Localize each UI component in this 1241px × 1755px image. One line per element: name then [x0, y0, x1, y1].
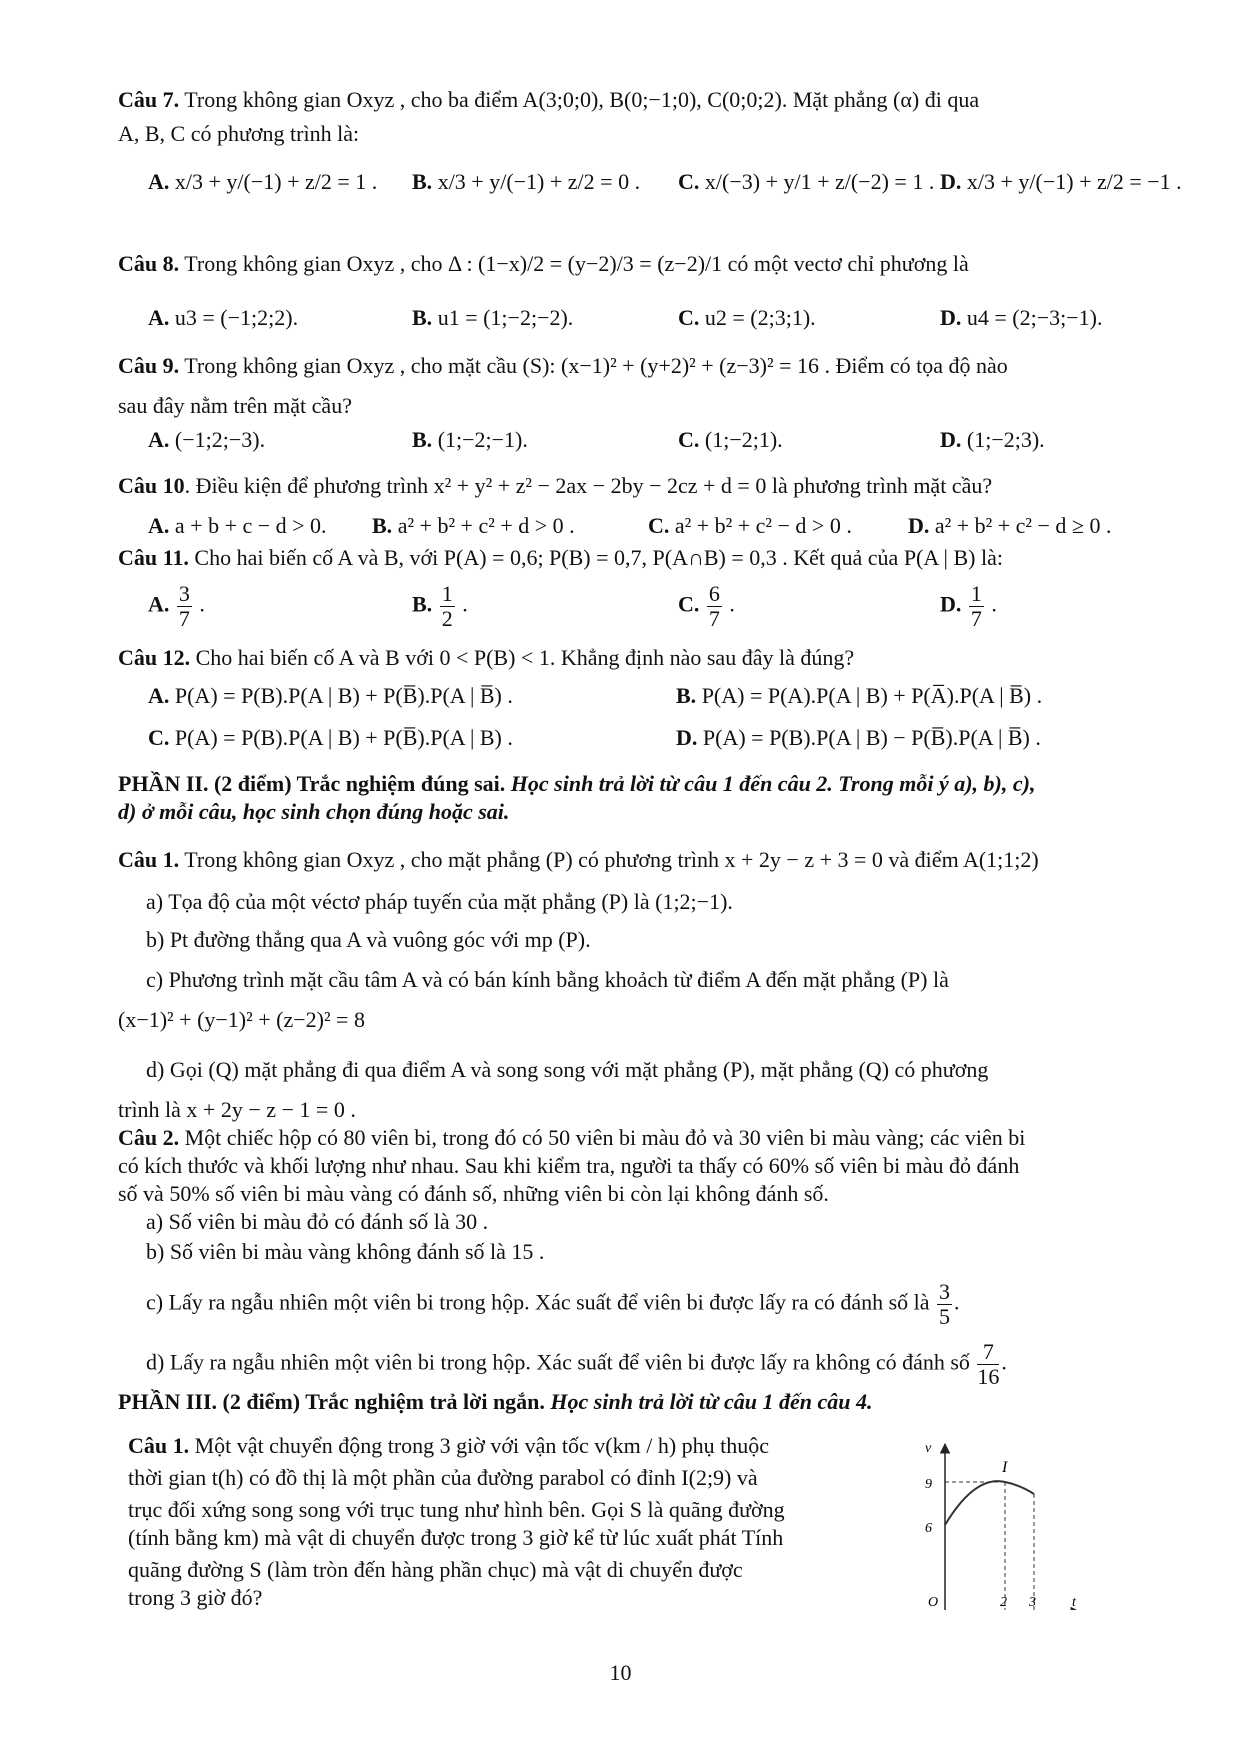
velocity-graph — [900, 1430, 1100, 1610]
page-number: 10 — [609, 1660, 632, 1685]
q8-option-c[interactable]: C. u2 = (2;3;1). — [678, 305, 816, 330]
p2-c1-b[interactable]: b) Pt đường thẳng qua A và vuông góc với mp (P). — [146, 927, 591, 952]
p3-c1-l5: quãng đường S (làm tròn đến hàng phần chục) mà vật di chuyển được — [128, 1557, 743, 1582]
q12-stem: Câu 12. Cho hai biến cố A và B với 0 < P(B) < 1. Khẳng định nào sau đây là đúng? — [118, 645, 855, 670]
p2-c2-stem: Câu 2. Một chiếc hộp có 80 viên bi, trong đó có 50 viên bi màu đỏ và 30 viên bi màu vàng; các viên bi — [118, 1125, 1026, 1150]
parabola-curve — [945, 1481, 1034, 1525]
fraction: $\frac{7}{16}$ — [977, 1339, 1000, 1389]
p2-c1-c[interactable]: c) Phương trình mặt cầu tâm A và có bán kính bằng khoảch từ điểm A đến mặt phẳng (P) là — [146, 967, 949, 992]
p3-c1-l2: thời gian t(h) có đồ thị là một phần của đường parabol có đỉnh I(2;9) và — [128, 1465, 758, 1490]
q7-stem-2: A, B, C có phương trình là: — [118, 121, 360, 146]
q9-option-b[interactable]: B. (1;−2;−1). — [412, 427, 528, 452]
p2-c1-a[interactable]: a) Tọa độ của một véctơ pháp tuyến của mặt phẳng (P) là (1;2;−1). — [146, 889, 733, 914]
fraction: $\frac{1}{2}$ — [441, 581, 453, 631]
p3-c1-l3: trục đối xứng song song với trục tung như hình bên. Gọi S là quãng đường — [128, 1497, 785, 1522]
q12-option-a[interactable]: A. P(A) = P(B).P(A | B) + P(B̅).P(A | B̅) . — [148, 683, 513, 708]
q11-option-d[interactable]: D. $\frac{1}{7}$ . — [940, 581, 997, 631]
q7-text: Trong không gian Oxyz , cho ba điểm A(3;0;0), B(0;−1;0), C(0;0;2). Mặt phẳng (α) đi qua — [179, 87, 980, 112]
p3-c1-l6: trong 3 giờ đó? — [128, 1585, 263, 1610]
t-label: t — [1072, 1595, 1076, 1610]
q9-stem: Câu 9. Trong không gian Oxyz , cho mặt cầu (S): (x−1)² + (y+2)² + (z−3)² = 16 . Điểm có tọa độ nào — [118, 353, 1008, 378]
p2-c2-b[interactable]: b) Số viên bi màu vàng không đánh số là 15 . — [146, 1239, 545, 1264]
y9-label: 9 — [925, 1477, 932, 1492]
q9-stem-2: sau đây nằm trên mặt cầu? — [118, 393, 352, 418]
p2-c1-d-eq: trình là x + 2y − z − 1 = 0 . — [118, 1097, 356, 1122]
v-label: v — [925, 1441, 932, 1456]
q7-stem — [118, 86, 1149, 114]
q10-option-c[interactable]: C. a² + b² + c² − d > 0 . — [648, 513, 852, 538]
q10-option-a[interactable]: A. a + b + c − d > 0. — [148, 513, 327, 538]
q7-option-a[interactable]: A. x/3 + y/(−1) + z/2 = 1 . — [148, 169, 378, 194]
p2-c2-d[interactable]: d) Lấy ra ngẫu nhiên một viên bi trong hộp. Xác suất để viên bi được lấy ra không có đánh số $\frac{7}{16}$ . — [146, 1339, 1007, 1389]
fraction: $\frac{6}{7}$ — [708, 581, 720, 631]
q8-option-a[interactable]: A. u3 = (−1;2;2). — [148, 305, 299, 330]
p2-c2-c[interactable]: c) Lấy ra ngẫu nhiên một viên bi trong hộp. Xác suất để viên bi được lấy ra có đánh số là $\frac{3}{5}$ . — [146, 1279, 960, 1329]
q11-option-a[interactable]: A. $\frac{3}{7}$ . — [148, 581, 205, 631]
p2-c2-stem-2: có kích thước và khối lượng như nhau. Sau khi kiểm tra, người ta thấy có 60% số viên bi màu đỏ đánh — [118, 1153, 1020, 1178]
q7-label: Câu 7. — [118, 87, 180, 112]
p2-c1-d[interactable]: d) Gọi (Q) mặt phẳng đi qua điểm A và song song với mặt phẳng (P), mặt phẳng (Q) có phương — [146, 1057, 989, 1082]
q10-option-d[interactable]: D. a² + b² + c² − d ≥ 0 . — [908, 513, 1112, 538]
part3-heading: PHẦN III. (2 điểm) Trắc nghiệm trả lời ngắn. Học sinh trả lời từ câu 1 đến câu 4. — [118, 1389, 873, 1414]
q7-option-c[interactable]: C. x/(−3) + y/1 + z/(−2) = 1 . — [678, 169, 935, 194]
fraction: $\frac{1}{7}$ — [970, 581, 982, 631]
part2-heading-2: d) ở mỗi câu, học sinh chọn đúng hoặc sai. — [118, 799, 510, 824]
q12-option-d[interactable]: D. P(A) = P(B).P(A | B) − P(B̅).P(A | B̅) . — [676, 725, 1041, 750]
x2-label: 2 — [1000, 1595, 1007, 1610]
q7-option-b[interactable]: B. x/3 + y/(−1) + z/2 = 0 . — [412, 169, 641, 194]
fraction: $\frac{3}{7}$ — [178, 581, 190, 631]
i-label: I — [1002, 1459, 1008, 1476]
p2-c1-c-eq: (x−1)² + (y−1)² + (z−2)² = 8 — [118, 1007, 365, 1032]
p2-c2-stem-3: số và 50% số viên bi màu vàng có đánh số, những viên bi còn lại không đánh số. — [118, 1181, 829, 1206]
q10-option-b[interactable]: B. a² + b² + c² + d > 0 . — [372, 513, 575, 538]
x3-label: 3 — [1029, 1595, 1036, 1610]
p3-c1-l1: Câu 1. Một vật chuyển động trong 3 giờ với vận tốc v(km / h) phụ thuộc — [128, 1433, 770, 1458]
part2-heading: PHẦN II. (2 điểm) Trắc nghiệm đúng sai. Học sinh trả lời từ câu 1 đến câu 2. Trong mỗi ý a), b), c), — [118, 771, 1036, 796]
fraction: $\frac{3}{5}$ — [939, 1279, 951, 1329]
q8-stem: Câu 8. Trong không gian Oxyz , cho Δ : (1−x)/2 = (y−2)/3 = (z−2)/1 có một vectơ chỉ phương là — [118, 251, 969, 276]
q10-stem: Câu 10. Điều kiện để phương trình x² + y² + z² − 2ax − 2by − 2cz + d = 0 là phương trình mặt cầu? — [118, 473, 993, 498]
q11-option-b[interactable]: B. $\frac{1}{2}$ . — [412, 581, 468, 631]
q7-option-d[interactable]: D. x/3 + y/(−1) + z/2 = −1 . — [940, 169, 1182, 194]
y6-label: 6 — [925, 1521, 932, 1536]
o-label: O — [928, 1595, 939, 1610]
q8-option-b[interactable]: B. u1 = (1;−2;−2). — [412, 305, 574, 330]
q9-option-d[interactable]: D. (1;−2;3). — [940, 427, 1045, 452]
q9-option-c[interactable]: C. (1;−2;1). — [678, 427, 783, 452]
p2-c1-stem: Câu 1. Trong không gian Oxyz , cho mặt phẳng (P) có phương trình x + 2y − z + 3 = 0 và điểm A(1;1;2) — [118, 847, 1039, 872]
q11-option-c[interactable]: C. $\frac{6}{7}$ . — [678, 581, 735, 631]
q11-stem: Câu 11. Cho hai biến cố A và B, với P(A) = 0,6; P(B) = 0,7, P(A∩B) = 0,3 . Kết quả của P(A | B) là: — [118, 545, 1003, 570]
q12-option-b[interactable]: B. P(A) = P(A).P(A | B) + P(A̅).P(A | B̅) . — [676, 683, 1043, 708]
p3-c1-l4: (tính bằng km) mà vật di chuyển được trong 3 giờ kể từ lúc xuất phát Tính — [128, 1525, 784, 1550]
q12-option-c[interactable]: C. P(A) = P(B).P(A | B) + P(B̅).P(A | B) . — [148, 725, 513, 750]
q8-option-d[interactable]: D. u4 = (2;−3;−1). — [940, 305, 1103, 330]
p2-c2-a[interactable]: a) Số viên bi màu đỏ có đánh số là 30 . — [146, 1209, 489, 1234]
q9-option-a[interactable]: A. (−1;2;−3). — [148, 427, 266, 452]
